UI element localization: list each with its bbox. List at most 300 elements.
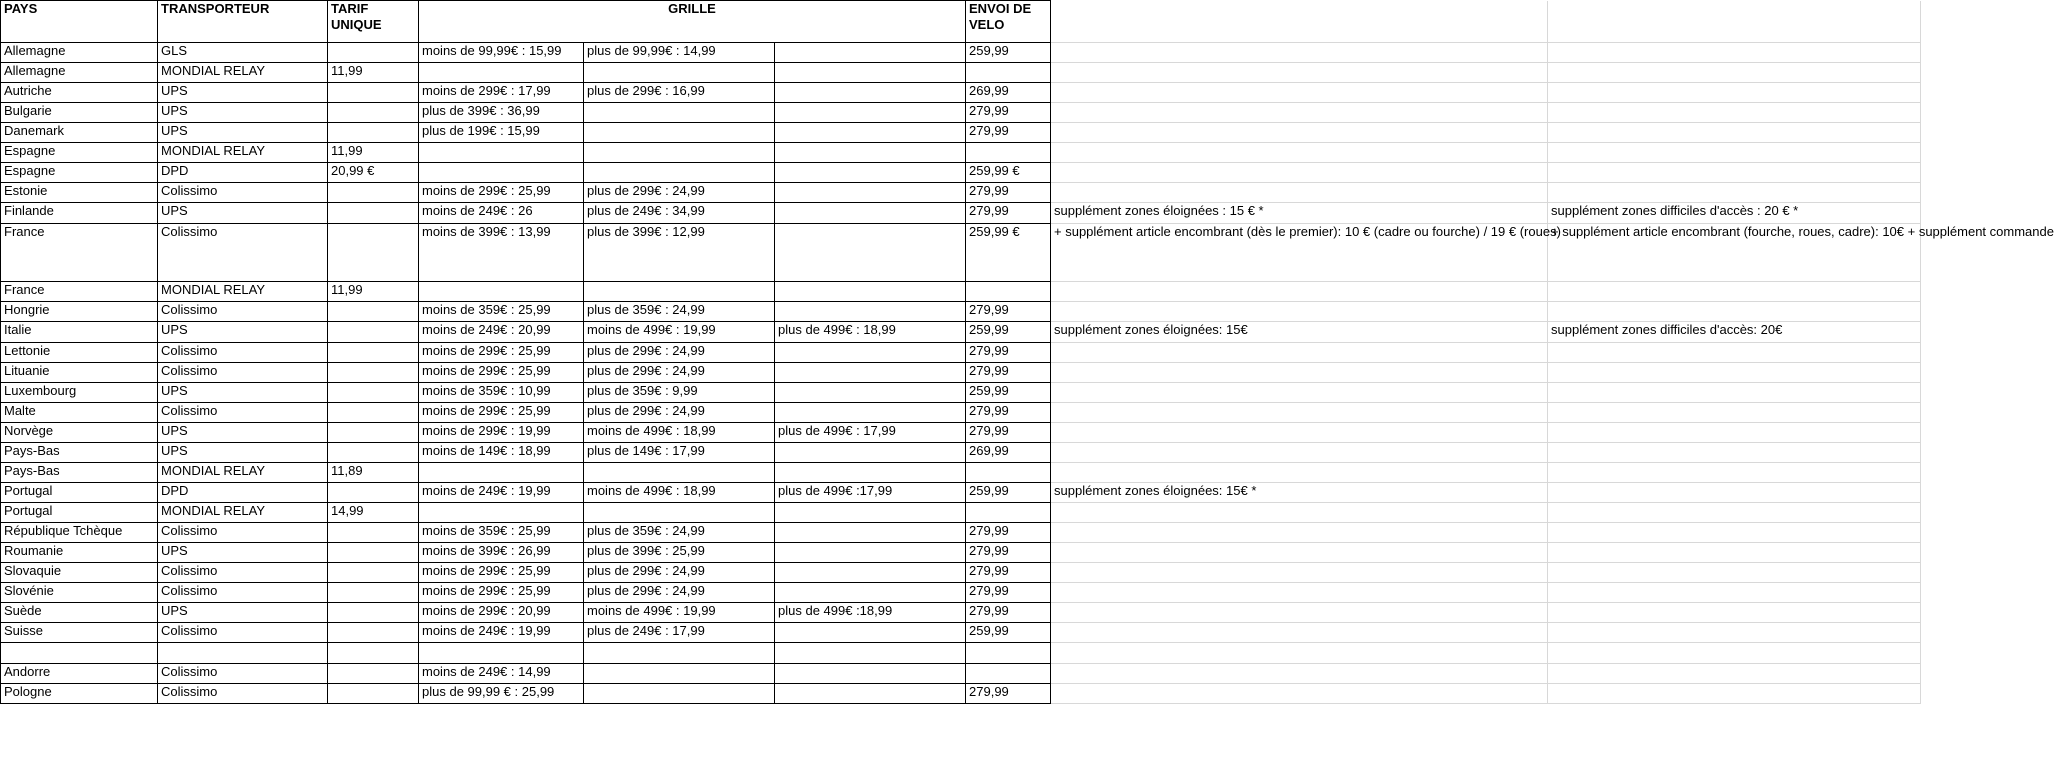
cell-grille-2[interactable]: plus de 299€ : 24,99 — [584, 563, 775, 583]
cell-transporteur[interactable]: UPS — [158, 123, 328, 143]
cell-pays[interactable]: Slovaquie — [1, 563, 158, 583]
cell-pays[interactable]: Suisse — [1, 623, 158, 643]
cell-grille-2[interactable] — [584, 63, 775, 83]
cell-note-2[interactable] — [1548, 503, 1921, 523]
table-row — [1, 83, 1921, 103]
table-row — [1, 63, 1921, 83]
cell-transporteur[interactable]: Colissimo — [158, 183, 328, 203]
cell-grille-3[interactable] — [775, 463, 966, 483]
cell-grille-2[interactable]: plus de 299€ : 24,99 — [584, 403, 775, 423]
cell-grille-2[interactable] — [584, 282, 775, 302]
cell-grille-1[interactable]: moins de 359€ : 10,99 — [419, 383, 584, 403]
cell-note-2[interactable] — [1548, 383, 1921, 403]
cell-tarif-unique[interactable]: 20,99 € — [328, 163, 419, 183]
cell-pays[interactable]: Malte — [1, 403, 158, 423]
cell-note-1[interactable] — [1051, 463, 1548, 483]
cell-tarif-unique[interactable] — [328, 183, 419, 203]
cell-note-2[interactable] — [1548, 603, 1921, 623]
cell-tarif-unique[interactable] — [328, 224, 419, 282]
empty-cell[interactable] — [1051, 1, 1548, 43]
cell-pays[interactable]: Italie — [1, 322, 158, 343]
cell-transporteur[interactable]: MONDIAL RELAY — [158, 503, 328, 523]
table-row — [1, 503, 1921, 523]
cell-grille-2[interactable]: plus de 249€ : 17,99 — [584, 623, 775, 643]
cell-grille-1[interactable]: plus de 99,99 € : 25,99 — [419, 684, 584, 704]
cell-note-2[interactable] — [1548, 103, 1921, 123]
cell-grille-3[interactable] — [775, 583, 966, 603]
cell-transporteur[interactable]: MONDIAL RELAY — [158, 63, 328, 83]
header-transporteur[interactable]: TRANSPORTEUR — [158, 1, 328, 43]
cell-tarif-unique[interactable] — [328, 423, 419, 443]
cell-grille-3[interactable] — [775, 282, 966, 302]
cell-transporteur[interactable]: DPD — [158, 483, 328, 503]
cell-pays[interactable]: Norvège — [1, 423, 158, 443]
cell-envoi-velo[interactable]: 279,99 — [966, 563, 1051, 583]
cell-envoi-velo[interactable]: 269,99 — [966, 83, 1051, 103]
cell-pays[interactable]: Suède — [1, 603, 158, 623]
cell-grille-1[interactable] — [419, 63, 584, 83]
cell-envoi-velo[interactable]: 279,99 — [966, 543, 1051, 563]
cell-envoi-velo[interactable] — [966, 463, 1051, 483]
cell-pays[interactable]: Hongrie — [1, 302, 158, 322]
cell-envoi-velo[interactable]: 279,99 — [966, 203, 1051, 224]
cell-note-1[interactable] — [1051, 103, 1548, 123]
cell-grille-1[interactable]: moins de 299€ : 25,99 — [419, 363, 584, 383]
cell-grille-3[interactable] — [775, 203, 966, 224]
cell-grille-3[interactable] — [775, 143, 966, 163]
cell-envoi-velo[interactable]: 259,99 — [966, 483, 1051, 503]
cell-transporteur[interactable]: Colissimo — [158, 523, 328, 543]
cell-grille-3[interactable] — [775, 224, 966, 282]
cell-transporteur[interactable]: Colissimo — [158, 563, 328, 583]
cell-note-2[interactable] — [1548, 623, 1921, 643]
cell-note-2[interactable] — [1548, 403, 1921, 423]
cell-note-2[interactable] — [1548, 183, 1921, 203]
cell-grille-1[interactable] — [419, 503, 584, 523]
cell-note-1[interactable] — [1051, 183, 1548, 203]
cell-note-1[interactable] — [1051, 63, 1548, 83]
cell-tarif-unique[interactable] — [328, 403, 419, 423]
cell-transporteur[interactable]: MONDIAL RELAY — [158, 463, 328, 483]
cell-pays[interactable]: République Tchèque — [1, 523, 158, 543]
cell-grille-2[interactable]: plus de 359€ : 24,99 — [584, 523, 775, 543]
cell-note-1[interactable] — [1051, 143, 1548, 163]
cell-note-2[interactable] — [1548, 483, 1921, 503]
cell-pays[interactable]: Espagne — [1, 163, 158, 183]
cell-envoi-velo[interactable]: 279,99 — [966, 423, 1051, 443]
cell-transporteur[interactable]: MONDIAL RELAY — [158, 143, 328, 163]
cell-grille-3[interactable] — [775, 563, 966, 583]
cell-grille-2[interactable] — [584, 503, 775, 523]
cell-tarif-unique[interactable]: 11,89 — [328, 463, 419, 483]
cell-note-1[interactable] — [1051, 343, 1548, 363]
cell-note-2[interactable] — [1548, 282, 1921, 302]
cell-envoi-velo[interactable]: 279,99 — [966, 302, 1051, 322]
table-row — [1, 463, 1921, 483]
cell-grille-2[interactable] — [584, 123, 775, 143]
cell-note-2[interactable] — [1548, 123, 1921, 143]
cell-grille-3[interactable] — [775, 363, 966, 383]
cell-note-2[interactable] — [1548, 43, 1921, 63]
cell-transporteur[interactable]: Colissimo — [158, 302, 328, 322]
cell-note-1[interactable] — [1051, 383, 1548, 403]
cell-pays[interactable]: Estonie — [1, 183, 158, 203]
cell-tarif-unique[interactable] — [328, 684, 419, 704]
cell-grille-1[interactable]: moins de 249€ : 19,99 — [419, 483, 584, 503]
cell-envoi-velo[interactable]: 259,99 — [966, 383, 1051, 403]
cell-grille-3[interactable] — [775, 83, 966, 103]
cell-grille-2[interactable] — [584, 684, 775, 704]
cell-transporteur[interactable] — [158, 643, 328, 664]
cell-transporteur[interactable]: UPS — [158, 383, 328, 403]
table-row — [1, 183, 1921, 203]
cell-grille-2[interactable]: moins de 499€ : 19,99 — [584, 603, 775, 623]
cell-tarif-unique[interactable] — [328, 583, 419, 603]
cell-note-1[interactable] — [1051, 282, 1548, 302]
cell-grille-1[interactable]: moins de 99,99€ : 15,99 — [419, 43, 584, 63]
cell-grille-1[interactable]: moins de 249€ : 26 — [419, 203, 584, 224]
cell-grille-1[interactable] — [419, 143, 584, 163]
cell-note-2[interactable] — [1548, 664, 1921, 684]
cell-pays[interactable] — [1, 643, 158, 664]
cell-note-2[interactable] — [1548, 443, 1921, 463]
cell-note-1[interactable] — [1051, 503, 1548, 523]
cell-pays[interactable]: Lituanie — [1, 363, 158, 383]
cell-transporteur[interactable]: UPS — [158, 103, 328, 123]
cell-grille-3[interactable] — [775, 664, 966, 684]
cell-grille-3[interactable]: plus de 499€ : 18,99 — [775, 322, 966, 343]
cell-grille-1[interactable]: moins de 299€ : 20,99 — [419, 603, 584, 623]
cell-note-2[interactable]: supplément zones difficiles d'accès: 20€ — [1548, 322, 1921, 343]
cell-grille-2[interactable]: moins de 499€ : 19,99 — [584, 322, 775, 343]
cell-envoi-velo[interactable]: 279,99 — [966, 583, 1051, 603]
header-grille[interactable]: GRILLE — [419, 1, 966, 43]
cell-grille-2[interactable]: plus de 299€ : 16,99 — [584, 83, 775, 103]
cell-note-2[interactable] — [1548, 363, 1921, 383]
table-row — [1, 583, 1921, 603]
cell-tarif-unique[interactable] — [328, 643, 419, 664]
cell-grille-2[interactable]: plus de 399€ : 12,99 — [584, 224, 775, 282]
cell-envoi-velo[interactable]: 259,99 € — [966, 163, 1051, 183]
cell-grille-1[interactable] — [419, 643, 584, 664]
cell-note-2[interactable] — [1548, 143, 1921, 163]
cell-grille-2[interactable]: plus de 399€ : 25,99 — [584, 543, 775, 563]
cell-grille-1[interactable]: moins de 299€ : 25,99 — [419, 183, 584, 203]
cell-note-1[interactable] — [1051, 684, 1548, 704]
table-body — [1, 43, 2054, 704]
cell-tarif-unique[interactable] — [328, 443, 419, 463]
cell-note-2[interactable] — [1548, 583, 1921, 603]
cell-note-2[interactable] — [1548, 163, 1921, 183]
cell-pays[interactable]: Portugal — [1, 503, 158, 523]
cell-tarif-unique[interactable] — [328, 523, 419, 543]
cell-transporteur[interactable]: Colissimo — [158, 583, 328, 603]
cell-pays[interactable]: Pays-Bas — [1, 463, 158, 483]
header-pays[interactable]: PAYS — [1, 1, 158, 43]
cell-tarif-unique[interactable] — [328, 343, 419, 363]
cell-grille-1[interactable]: moins de 249€ : 14,99 — [419, 664, 584, 684]
table-row — [1, 282, 1921, 302]
cell-grille-3[interactable] — [775, 103, 966, 123]
cell-envoi-velo[interactable]: 259,99 € — [966, 224, 1051, 282]
cell-tarif-unique[interactable] — [328, 103, 419, 123]
cell-envoi-velo[interactable]: 279,99 — [966, 343, 1051, 363]
cell-envoi-velo[interactable]: 259,99 — [966, 623, 1051, 643]
cell-envoi-velo[interactable]: 279,99 — [966, 103, 1051, 123]
cell-grille-2[interactable]: plus de 299€ : 24,99 — [584, 183, 775, 203]
cell-envoi-velo[interactable]: 279,99 — [966, 684, 1051, 704]
cell-transporteur[interactable]: GLS — [158, 43, 328, 63]
table-row — [1, 423, 1921, 443]
cell-note-1[interactable] — [1051, 403, 1548, 423]
cell-grille-3[interactable] — [775, 443, 966, 463]
cell-grille-3[interactable]: plus de 499€ :17,99 — [775, 483, 966, 503]
cell-grille-2[interactable] — [584, 143, 775, 163]
cell-grille-1[interactable]: moins de 399€ : 13,99 — [419, 224, 584, 282]
cell-grille-3[interactable] — [775, 163, 966, 183]
cell-note-2[interactable] — [1548, 643, 1921, 664]
cell-grille-1[interactable] — [419, 463, 584, 483]
header-envoi-velo[interactable]: ENVOI DE VELO — [966, 1, 1051, 43]
cell-transporteur[interactable]: UPS — [158, 443, 328, 463]
cell-transporteur[interactable]: Colissimo — [158, 224, 328, 282]
cell-tarif-unique[interactable] — [328, 483, 419, 503]
cell-transporteur[interactable]: Colissimo — [158, 623, 328, 643]
cell-note-1[interactable]: supplément zones éloignées: 15€ * — [1051, 483, 1548, 503]
cell-note-2[interactable] — [1548, 63, 1921, 83]
cell-grille-2[interactable]: plus de 299€ : 24,99 — [584, 343, 775, 363]
table-row — [1, 383, 1921, 403]
cell-grille-2[interactable] — [584, 463, 775, 483]
cell-envoi-velo[interactable]: 279,99 — [966, 603, 1051, 623]
cell-grille-1[interactable] — [419, 282, 584, 302]
table-row — [1, 684, 1921, 704]
cell-transporteur[interactable]: Colissimo — [158, 684, 328, 704]
cell-grille-3[interactable] — [775, 183, 966, 203]
cell-envoi-velo[interactable]: 279,99 — [966, 523, 1051, 543]
cell-transporteur[interactable]: UPS — [158, 543, 328, 563]
cell-pays[interactable]: Portugal — [1, 483, 158, 503]
cell-tarif-unique[interactable] — [328, 322, 419, 343]
cell-grille-1[interactable]: moins de 299€ : 25,99 — [419, 563, 584, 583]
cell-tarif-unique[interactable]: 14,99 — [328, 503, 419, 523]
cell-grille-3[interactable] — [775, 523, 966, 543]
cell-grille-2[interactable] — [584, 664, 775, 684]
cell-grille-1[interactable]: moins de 149€ : 18,99 — [419, 443, 584, 463]
cell-envoi-velo[interactable]: 279,99 — [966, 183, 1051, 203]
cell-note-1[interactable] — [1051, 664, 1548, 684]
cell-note-1[interactable] — [1051, 643, 1548, 664]
cell-grille-3[interactable] — [775, 383, 966, 403]
cell-envoi-velo[interactable] — [966, 664, 1051, 684]
cell-note-1[interactable] — [1051, 302, 1548, 322]
cell-pays[interactable]: Lettonie — [1, 343, 158, 363]
cell-grille-2[interactable] — [584, 163, 775, 183]
cell-grille-2[interactable]: plus de 99,99€ : 14,99 — [584, 43, 775, 63]
cell-tarif-unique[interactable] — [328, 603, 419, 623]
cell-note-1[interactable] — [1051, 543, 1548, 563]
cell-pays[interactable]: Pologne — [1, 684, 158, 704]
cell-grille-1[interactable]: moins de 299€ : 25,99 — [419, 583, 584, 603]
cell-note-2[interactable] — [1548, 543, 1921, 563]
cell-grille-2[interactable]: moins de 499€ : 18,99 — [584, 483, 775, 503]
cell-transporteur[interactable]: Colissimo — [158, 343, 328, 363]
cell-pays[interactable]: France — [1, 224, 158, 282]
table-row — [1, 523, 1921, 543]
cell-pays[interactable]: Bulgarie — [1, 103, 158, 123]
cell-envoi-velo[interactable]: 279,99 — [966, 403, 1051, 423]
cell-note-2[interactable] — [1548, 343, 1921, 363]
cell-pays[interactable]: Finlande — [1, 203, 158, 224]
cell-note-2[interactable] — [1548, 83, 1921, 103]
cell-grille-3[interactable] — [775, 43, 966, 63]
cell-note-1[interactable] — [1051, 523, 1548, 543]
cell-grille-3[interactable] — [775, 543, 966, 563]
header-tarif-unique[interactable]: TARIF UNIQUE — [328, 1, 419, 43]
cell-envoi-velo[interactable]: 269,99 — [966, 443, 1051, 463]
cell-note-2[interactable] — [1548, 463, 1921, 483]
cell-note-1[interactable] — [1051, 123, 1548, 143]
cell-note-1[interactable]: + supplément article encombrant (dès le premier): 10 € (cadre ou fourche) / 19 € (roues) — [1051, 224, 1548, 282]
cell-grille-1[interactable]: moins de 359€ : 25,99 — [419, 523, 584, 543]
cell-grille-1[interactable]: moins de 399€ : 26,99 — [419, 543, 584, 563]
cell-grille-3[interactable] — [775, 302, 966, 322]
cell-note-2[interactable] — [1548, 684, 1921, 704]
cell-tarif-unique[interactable]: 11,99 — [328, 63, 419, 83]
cell-pays[interactable]: Andorre — [1, 664, 158, 684]
cell-tarif-unique[interactable] — [328, 664, 419, 684]
cell-tarif-unique[interactable]: 11,99 — [328, 282, 419, 302]
cell-envoi-velo[interactable] — [966, 503, 1051, 523]
cell-tarif-unique[interactable] — [328, 203, 419, 224]
cell-grille-3[interactable] — [775, 123, 966, 143]
cell-grille-1[interactable]: plus de 399€ : 36,99 — [419, 103, 584, 123]
cell-envoi-velo[interactable] — [966, 643, 1051, 664]
cell-grille-3[interactable]: plus de 499€ : 17,99 — [775, 423, 966, 443]
cell-grille-3[interactable] — [775, 643, 966, 664]
cell-transporteur[interactable]: UPS — [158, 423, 328, 443]
cell-pays[interactable]: Danemark — [1, 123, 158, 143]
cell-pays[interactable]: Roumanie — [1, 543, 158, 563]
cell-transporteur[interactable]: UPS — [158, 322, 328, 343]
cell-transporteur[interactable]: MONDIAL RELAY — [158, 282, 328, 302]
cell-transporteur[interactable]: Colissimo — [158, 403, 328, 423]
cell-note-2[interactable] — [1548, 523, 1921, 543]
cell-note-1[interactable] — [1051, 163, 1548, 183]
cell-tarif-unique[interactable] — [328, 302, 419, 322]
cell-envoi-velo[interactable] — [966, 63, 1051, 83]
cell-pays[interactable]: Espagne — [1, 143, 158, 163]
cell-grille-1[interactable]: moins de 249€ : 20,99 — [419, 322, 584, 343]
cell-envoi-velo[interactable] — [966, 282, 1051, 302]
cell-grille-3[interactable] — [775, 403, 966, 423]
cell-grille-1[interactable]: moins de 359€ : 25,99 — [419, 302, 584, 322]
cell-grille-1[interactable]: moins de 299€ : 17,99 — [419, 83, 584, 103]
cell-grille-1[interactable]: moins de 299€ : 25,99 — [419, 403, 584, 423]
cell-note-1[interactable] — [1051, 363, 1548, 383]
cell-note-1[interactable] — [1051, 603, 1548, 623]
cell-grille-1[interactable]: moins de 249€ : 19,99 — [419, 623, 584, 643]
cell-note-2[interactable]: supplément zones difficiles d'accès : 20 € * — [1548, 203, 1921, 224]
cell-tarif-unique[interactable] — [328, 623, 419, 643]
cell-grille-2[interactable]: plus de 149€ : 17,99 — [584, 443, 775, 463]
cell-pays[interactable]: France — [1, 282, 158, 302]
cell-transporteur[interactable]: Colissimo — [158, 664, 328, 684]
cell-note-1[interactable]: supplément zones éloignées : 15 € * — [1051, 203, 1548, 224]
cell-tarif-unique[interactable]: 11,99 — [328, 143, 419, 163]
cell-note-1[interactable] — [1051, 443, 1548, 463]
cell-tarif-unique[interactable] — [328, 43, 419, 63]
cell-grille-3[interactable] — [775, 623, 966, 643]
cell-note-1[interactable] — [1051, 623, 1548, 643]
cell-envoi-velo[interactable] — [966, 143, 1051, 163]
cell-transporteur[interactable]: UPS — [158, 83, 328, 103]
cell-pays[interactable]: Allemagne — [1, 63, 158, 83]
cell-tarif-unique[interactable] — [328, 363, 419, 383]
cell-envoi-velo[interactable]: 259,99 — [966, 322, 1051, 343]
cell-note-1[interactable] — [1051, 83, 1548, 103]
cell-grille-2[interactable] — [584, 643, 775, 664]
cell-grille-1[interactable]: plus de 199€ : 15,99 — [419, 123, 584, 143]
cell-note-1[interactable] — [1051, 43, 1548, 63]
cell-grille-3[interactable] — [775, 684, 966, 704]
cell-note-1[interactable] — [1051, 563, 1548, 583]
table-row — [1, 163, 1921, 183]
cell-transporteur[interactable]: DPD — [158, 163, 328, 183]
cell-pays[interactable]: Allemagne — [1, 43, 158, 63]
cell-tarif-unique[interactable] — [328, 563, 419, 583]
cell-grille-3[interactable] — [775, 63, 966, 83]
cell-transporteur[interactable]: UPS — [158, 203, 328, 224]
table-row — [1, 103, 1921, 123]
cell-pays[interactable]: Luxembourg — [1, 383, 158, 403]
cell-note-2[interactable] — [1548, 563, 1921, 583]
cell-note-2[interactable] — [1548, 423, 1921, 443]
cell-tarif-unique[interactable] — [328, 83, 419, 103]
cell-grille-2[interactable]: plus de 299€ : 24,99 — [584, 363, 775, 383]
cell-grille-3[interactable]: plus de 499€ :18,99 — [775, 603, 966, 623]
cell-grille-2[interactable]: moins de 499€ : 18,99 — [584, 423, 775, 443]
cell-grille-2[interactable]: plus de 299€ : 24,99 — [584, 583, 775, 603]
cell-grille-1[interactable]: moins de 299€ : 25,99 — [419, 343, 584, 363]
cell-transporteur[interactable]: UPS — [158, 603, 328, 623]
cell-grille-3[interactable] — [775, 343, 966, 363]
cell-grille-2[interactable] — [584, 103, 775, 123]
cell-pays[interactable]: Autriche — [1, 83, 158, 103]
cell-tarif-unique[interactable] — [328, 123, 419, 143]
cell-envoi-velo[interactable]: 279,99 — [966, 123, 1051, 143]
cell-note-2[interactable] — [1548, 302, 1921, 322]
cell-note-2[interactable]: + supplément article encombrant (fourche, roues, cadre): 10€ + supplément commande — [1548, 224, 1921, 282]
cell-note-1[interactable] — [1051, 423, 1548, 443]
cell-pays[interactable]: Pays-Bas — [1, 443, 158, 463]
cell-pays[interactable]: Slovénie — [1, 583, 158, 603]
cell-grille-2[interactable]: plus de 359€ : 24,99 — [584, 302, 775, 322]
cell-note-1[interactable] — [1051, 583, 1548, 603]
cell-grille-2[interactable]: plus de 359€ : 9,99 — [584, 383, 775, 403]
cell-transporteur[interactable]: Colissimo — [158, 363, 328, 383]
cell-grille-3[interactable] — [775, 503, 966, 523]
empty-cell[interactable] — [1548, 1, 1921, 43]
cell-tarif-unique[interactable] — [328, 383, 419, 403]
cell-envoi-velo[interactable]: 259,99 — [966, 43, 1051, 63]
cell-grille-1[interactable]: moins de 299€ : 19,99 — [419, 423, 584, 443]
cell-grille-1[interactable] — [419, 163, 584, 183]
cell-note-1[interactable]: supplément zones éloignées: 15€ — [1051, 322, 1548, 343]
cell-tarif-unique[interactable] — [328, 543, 419, 563]
cell-envoi-velo[interactable]: 279,99 — [966, 363, 1051, 383]
cell-grille-2[interactable]: plus de 249€ : 34,99 — [584, 203, 775, 224]
